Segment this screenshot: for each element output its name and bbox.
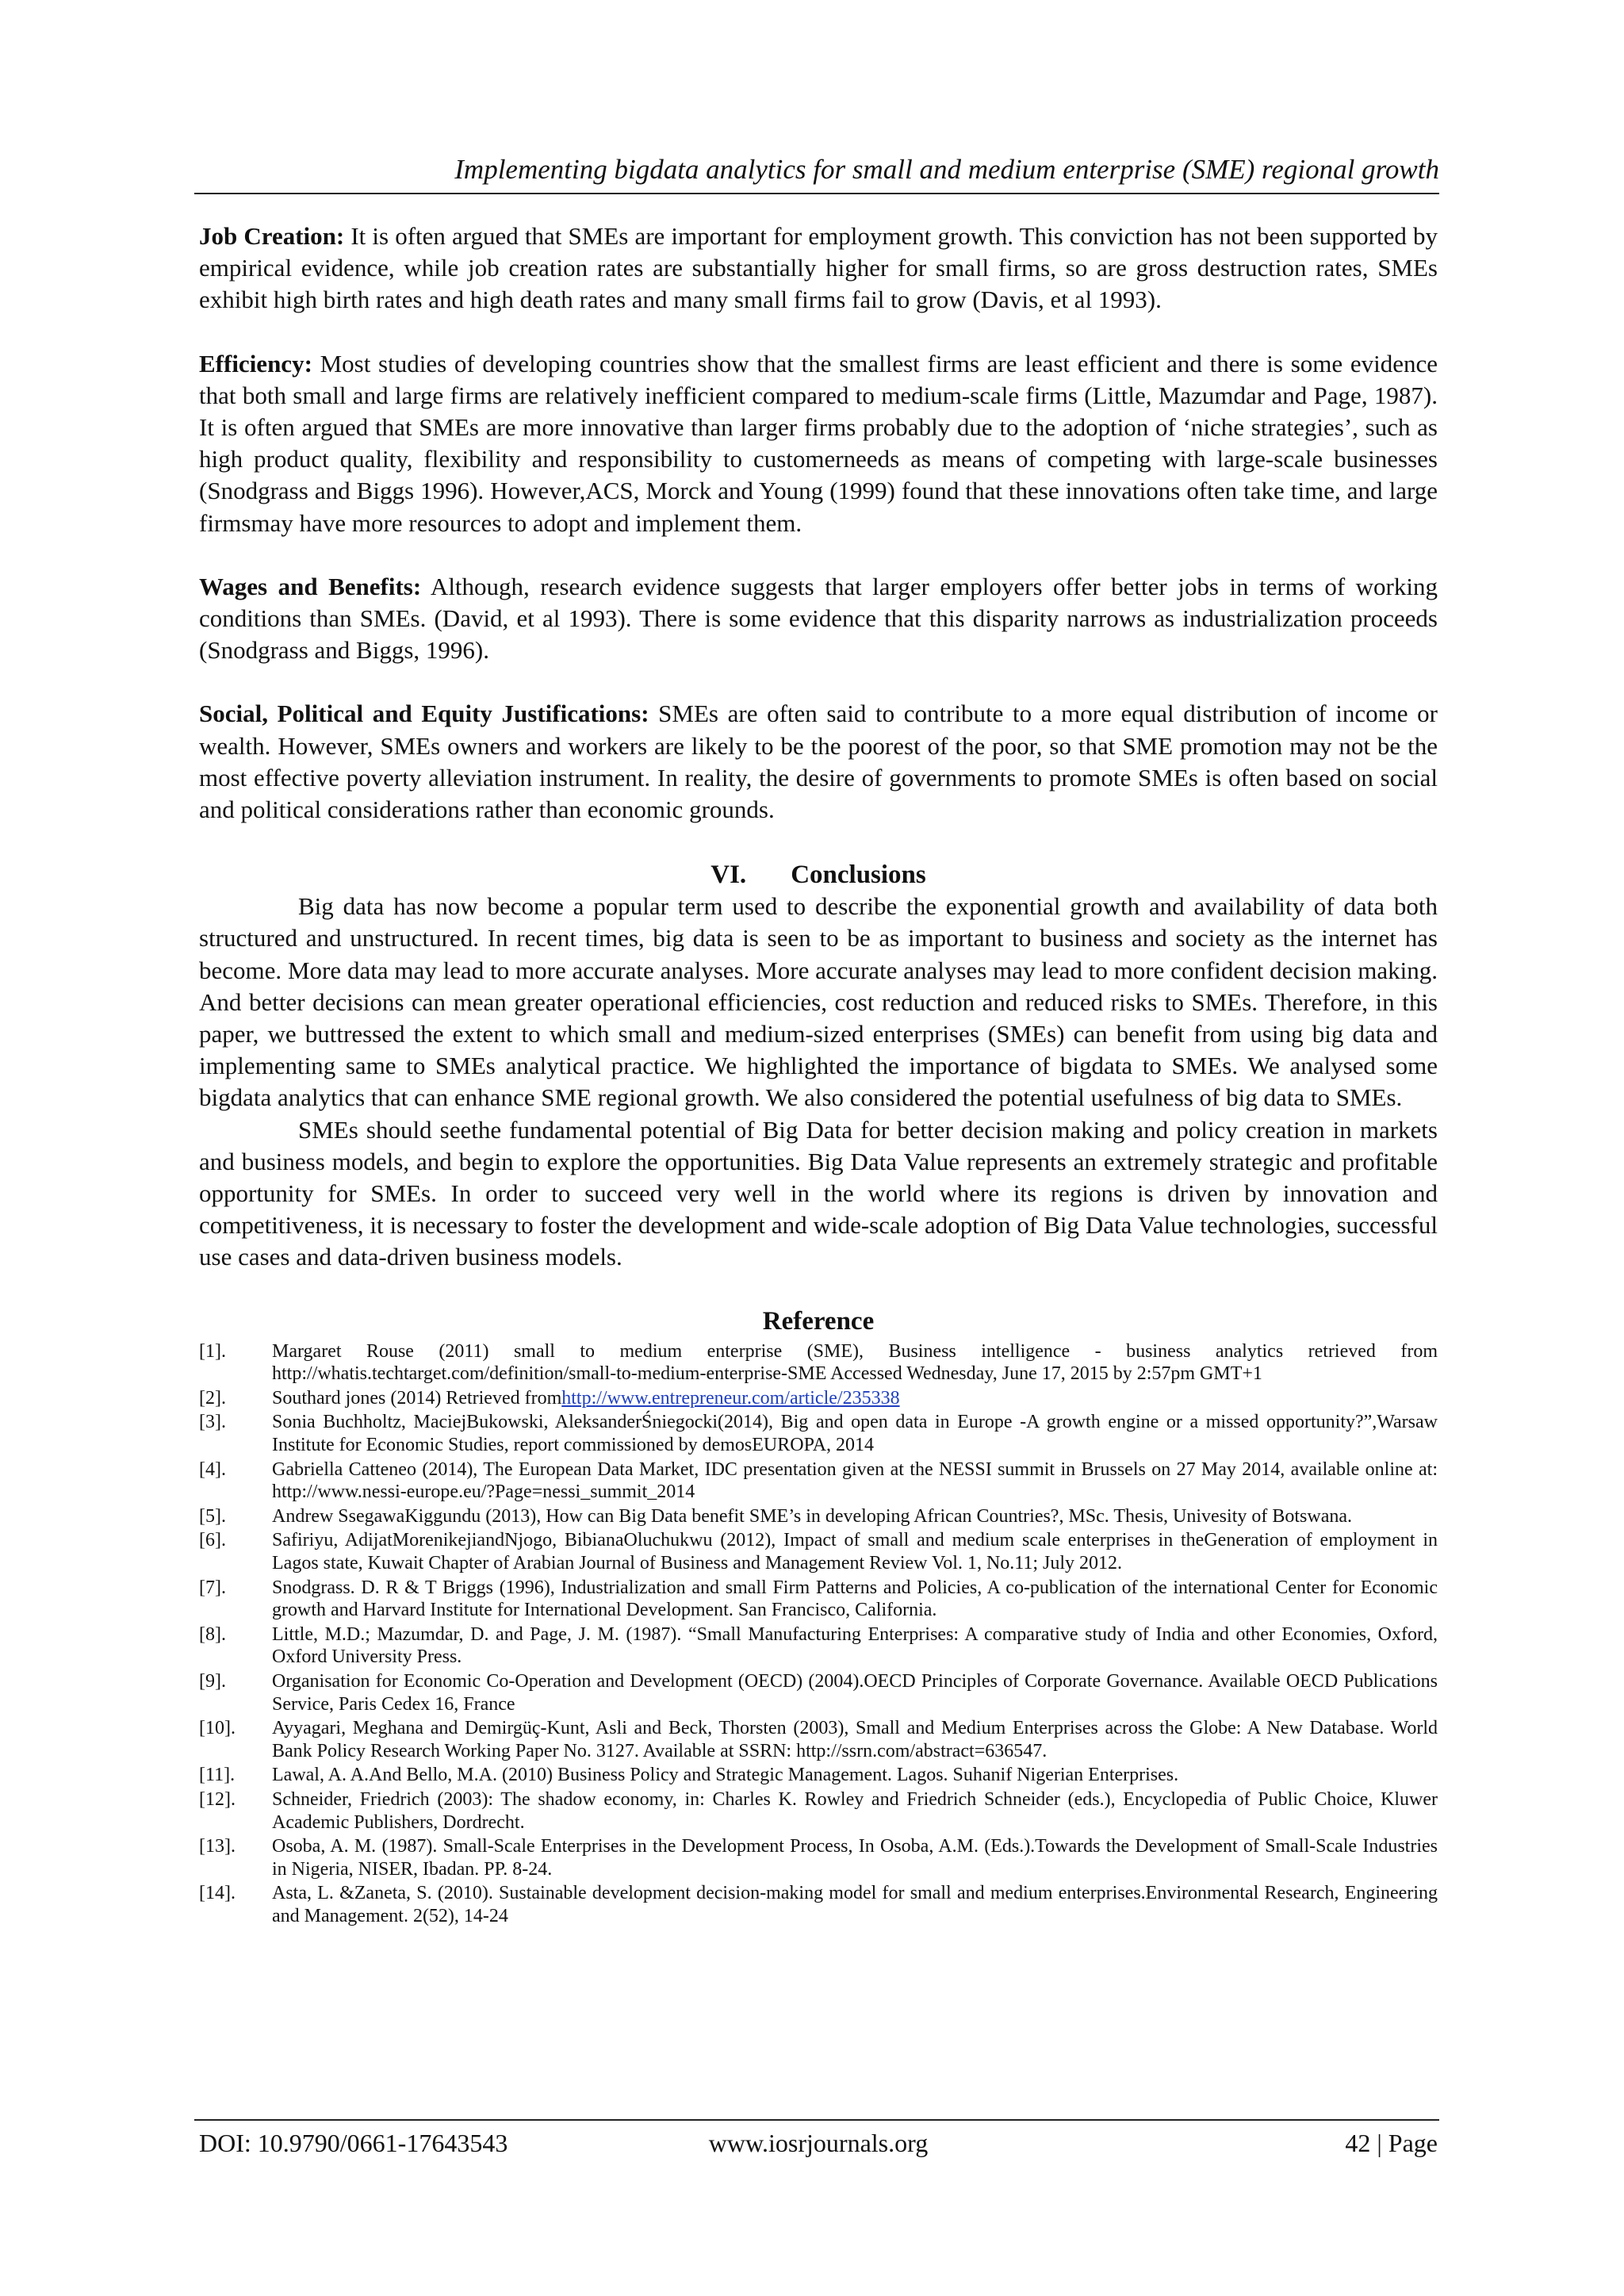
paragraph-lead: Wages and Benefits:	[199, 572, 422, 600]
reference-number: [10].	[199, 1718, 236, 1739]
reference-text: Margaret Rouse (2011) small to medium enterprise (SME), Business intelligence - business analytics retrieved from http://whatis.techtarget.com/definition/small-to-medium-enterprise-SME Accessed Wednesday, June 17, 2015 by 2:57pm GMT+1	[272, 1340, 1438, 1385]
paragraph-lead: Job Creation:	[199, 222, 345, 250]
reference-text: Schneider, Friedrich (2003): The shadow economy, in: Charles K. Rowley and Friedrich Schneider (eds.), Encyclopedia of Public Choice, Kluwer Academic Publishers, Dordrecht.	[272, 1788, 1438, 1833]
reference-number: [3].	[199, 1412, 226, 1433]
reference-item	[199, 1788, 1438, 1834]
reference-text: Little, M.D.; Mazumdar, D. and Page, J. M. (1987). “Small Manufacturing Enterprises: A comparative study of India and other Economies, Oxford, Oxford University Press.	[272, 1623, 1438, 1668]
reference-number: [2].	[199, 1387, 226, 1409]
reference-item	[199, 1505, 1438, 1528]
header-rule	[194, 193, 1439, 194]
reference-item	[199, 1835, 1438, 1880]
footer-website: www.iosrjournals.org	[708, 2129, 929, 2157]
paragraph-lead: Efficiency:	[199, 349, 312, 378]
paragraph-text: It is often argued that SMEs are important for employment growth. This conviction has not been supported by empirical evidence, while job creation rates are substantially higher for small firms, so are gross destruction rates, SMEs exhibit high birth rates and high death rates and many small firms fail to grow (Davis, et al 1993).	[199, 222, 1438, 314]
reference-link[interactable]: http://www.entrepreneur.com/article/235338	[561, 1387, 900, 1409]
reference-item	[199, 1577, 1438, 1622]
references-heading: Reference	[762, 1306, 875, 1336]
reference-text: Gabriella Catteneo (2014), The European Data Market, IDC presentation given at the NESSI summit in Brussels on 27 May 2014, available online at: http://www.nessi-europe.eu/?Page=nessi_summit_2014	[272, 1458, 1438, 1503]
reference-text: Safiriyu, AdijatMorenikejiandNjogo, BibianaOluchukwu (2012), Impact of small and medium scale enterprises in theGeneration of employment in Lagos state, Kuwait Chapter of Arabian Journal of Business and Management Review Vol. 1, No.11; July 2012.	[272, 1530, 1438, 1574]
reference-item	[199, 1623, 1438, 1669]
reference-number: [12].	[199, 1788, 236, 1810]
article-body	[199, 220, 1438, 1930]
reference-item	[199, 1717, 1438, 1762]
reference-number: [9].	[199, 1671, 226, 1692]
paragraph-text: Most studies of developing countries show that the smallest firms are least efficient and there is some evidence that both small and large firms are relatively inefficient compared to medium-scale firms (Little, Mazumdar and Page, 1987). It is often argued that SMEs are more innovative than larger firms probably due to the adoption of ‘niche strategies’, such as high product quality, flexibility and responsibility to customerneeds as means of competing with large-scale businesses (Snodgrass and Biggs 1996). However,ACS, Morck and Young (1999) found that these innovations often take time, and large firmsmay have more resources to adopt and implement them.	[199, 349, 1438, 537]
reference-number: [5].	[199, 1505, 226, 1527]
paragraph-text: SMEs are often said to contribute to a more equal distribution of income or wealth. However, SMEs owners and workers are likely to be the poorest of the poor, so that SME promotion may not be the most effective poverty alleviation instrument. In reality, the desire of governments to promote SMEs is often based on social and political considerations rather than economic grounds.	[199, 700, 1438, 824]
page-footer	[199, 2125, 1438, 2160]
reference-text: Osoba, A. M. (1987). Small-Scale Enterprises in the Development Process, In Osoba, A.M. (Eds.).Towards the Development of Small-Scale Industries in Nigeria, NISER, Ibadan. PP. 8-24.	[272, 1836, 1438, 1880]
reference-text-with-link	[272, 1387, 1438, 1410]
reference-number: [11].	[199, 1765, 236, 1786]
reference-text: Snodgrass. D. R & T Briggs (1996), Industrialization and small Firm Patterns and Policies, A co-publication of the international Center for Economic growth and Harvard Institute for International Development. San Francisco, California.	[272, 1577, 1438, 1621]
reference-text: Andrew SsegawaKiggundu (2013), How can Big Data benefit SME’s in developing African Countries?, MSc. Thesis, Univesity of Botswana.	[272, 1505, 1352, 1527]
footer-page-number: 42 | Page	[1345, 2129, 1438, 2157]
paragraph-job-creation	[199, 220, 1438, 316]
reference-number: [4].	[199, 1458, 226, 1480]
reference-text: Organisation for Economic Co-Operation and Development (OECD) (2004).OECD Principles of Corporate Governance. Available OECD Publications Service, Paris Cedex 16, France	[272, 1671, 1438, 1715]
reference-number: [8].	[199, 1623, 226, 1645]
reference-item	[199, 1882, 1438, 1927]
footer-doi: DOI: 10.9790/0661-17643543	[199, 2129, 508, 2157]
conclusions-paragraph: SMEs should seethe fundamental potential of Big Data for better decision making and policy creation in markets and business models, and begin to explore the opportunities. Big Data Value represents an extremely strategic and profitable opportunity for SMEs. In order to succeed very well in the world where its regions is driven by innovation and competitiveness, it is necessary to foster the development and wide-scale adoption of Big Data Value technologies, successful use cases and data-driven business models.	[199, 1115, 1438, 1271]
reference-item	[199, 1764, 1438, 1787]
conclusions-paragraph: Big data has now become a popular term used to describe the exponential growth and availability of data both structured and unstructured. In recent times, big data is seen to be as important to business and society as the internet has become. More data may lead to more accurate analyses. More accurate analyses may lead to more confident decision making. And better decisions can mean greater operational efficiencies, cost reduction and reduced risks to SMEs. Therefore, in this paper, we buttressed the extent to which small and medium-sized enterprises (SMEs) can benefit from using big data and implementing same to SMEs analytical practice. We highlighted the importance of bigdata to SMEs. We analysed some bigdata analytics that can enhance SME regional growth. We also considered the potential usefulness of big data to SMEs.	[199, 892, 1438, 1112]
reference-text: Asta, L. &Zaneta, S. (2010). Sustainable development decision-making model for small and medium enterprises.Environmental Research, Engineering and Management. 2(52), 14-24	[272, 1883, 1438, 1926]
reference-item	[199, 1529, 1438, 1574]
reference-number: [14].	[199, 1883, 236, 1904]
paragraph-social-political	[199, 698, 1438, 826]
reference-text: Ayyagari, Meghana and Demirgüç-Kunt, Asli and Beck, Thorsten (2003), Small and Medium Enterprises across the Globe: A New Database. World Bank Policy Research Working Paper No. 3127. Available at SSRN: http://ssrn.com/abstract=636547.	[272, 1718, 1438, 1761]
reference-item	[199, 1340, 1438, 1386]
reference-text: Lawal, A. A.And Bello, M.A. (2010) Business Policy and Strategic Management. Lagos. Suhanif Nigerian Enterprises.	[272, 1765, 1179, 1786]
reference-list	[199, 1340, 1438, 1928]
reference-text: Sonia Buchholtz, MaciejBukowski, AleksanderŚniegocki(2014), Big and open data in Europe -A growth engine or a missed opportunity?”,Warsaw Institute for Economic Studies, report commissioned by demosEUROPA, 2014	[272, 1412, 1438, 1456]
reference-item	[199, 1670, 1438, 1715]
reference-number: [6].	[199, 1530, 226, 1551]
reference-number: [13].	[199, 1836, 236, 1857]
paragraph-text: Although, research evidence suggests that larger employers offer better jobs in terms of working conditions than SMEs. (David, et al 1993). There is some evidence that this disparity narrows as industrialization proceeds (Snodgrass and Biggs, 1996).	[199, 572, 1438, 665]
reference-item	[199, 1458, 1438, 1504]
section-number: VI.	[710, 861, 747, 890]
paragraph-efficiency	[199, 348, 1438, 539]
footer-rule	[194, 2119, 1439, 2121]
reference-number: [1].	[199, 1340, 226, 1362]
reference-text: Southard jones (2014) Retrieved from	[272, 1387, 562, 1409]
reference-number: [7].	[199, 1577, 226, 1598]
reference-item	[199, 1411, 1438, 1456]
section-heading-conclusions	[199, 859, 1438, 891]
running-header: Implementing bigdata analytics for small and medium enterprise (SME) regional growth	[454, 154, 1439, 185]
paragraph-wages-benefits	[199, 571, 1438, 667]
paragraph-lead: Social, Political and Equity Justifications:	[199, 700, 649, 728]
section-title: Conclusions	[791, 861, 926, 890]
reference-item	[199, 1387, 1438, 1410]
